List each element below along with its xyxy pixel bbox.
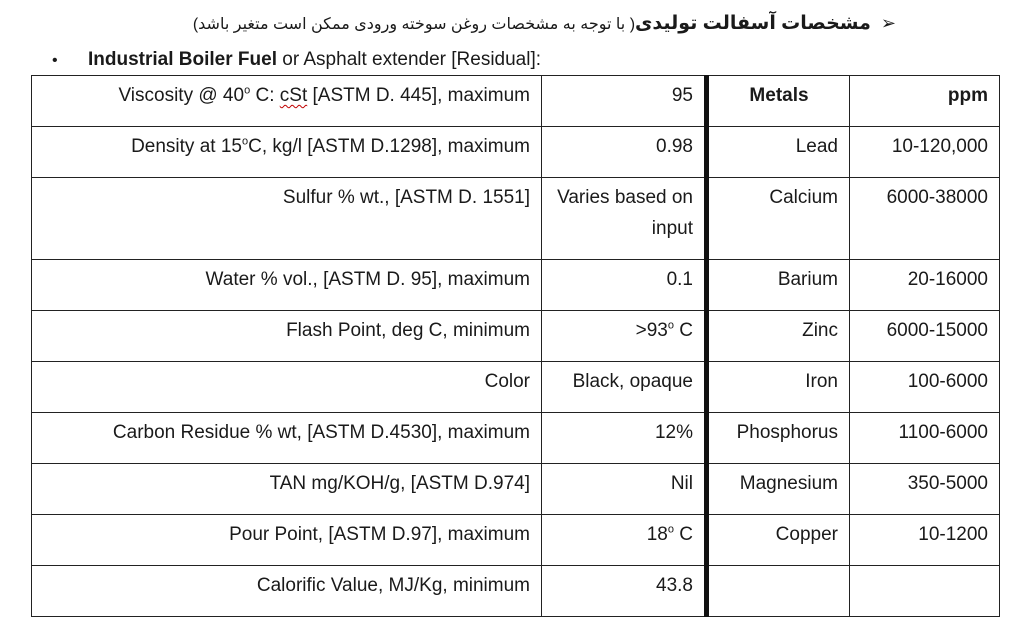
value-cell: 12% bbox=[542, 413, 707, 464]
ppm-cell: 20-16000 bbox=[850, 260, 1000, 311]
heading-subtitle: ( با توجه به مشخصات روغن سوخته ورودی ممکن است متغیر باشد) bbox=[192, 16, 636, 33]
ppm-cell: 10-1200 bbox=[850, 515, 1000, 566]
table-row bbox=[32, 127, 1000, 178]
property-cell: Water % vol., [ASTM D. 95], maximum bbox=[32, 260, 542, 311]
table-row bbox=[32, 76, 1000, 127]
metal-cell: Barium bbox=[707, 260, 850, 311]
metals-header: Metals bbox=[707, 76, 850, 127]
table-row bbox=[32, 311, 1000, 362]
table-row bbox=[32, 464, 1000, 515]
table-row bbox=[32, 178, 1000, 260]
bullet-line bbox=[52, 49, 541, 71]
table-row bbox=[32, 362, 1000, 413]
bullet-dot-icon: • bbox=[52, 52, 58, 69]
table-row bbox=[32, 515, 1000, 566]
table-row bbox=[32, 566, 1000, 617]
property-cell: Calorific Value, MJ/Kg, minimum bbox=[32, 566, 542, 617]
ppm-cell: 100-6000 bbox=[850, 362, 1000, 413]
property-cell: Flash Point, deg C, minimum bbox=[32, 311, 542, 362]
table-row bbox=[32, 260, 1000, 311]
ppm-cell: 10-120,000 bbox=[850, 127, 1000, 178]
metal-cell: Phosphorus bbox=[707, 413, 850, 464]
metal-cell: Calcium bbox=[707, 178, 850, 260]
value-cell: $>93^o$ C bbox=[542, 311, 707, 362]
ppm-cell: 6000-15000 bbox=[850, 311, 1000, 362]
table-row bbox=[32, 413, 1000, 464]
value-cell: Nil bbox=[542, 464, 707, 515]
metal-cell: Copper bbox=[707, 515, 850, 566]
ppm-header: ppm bbox=[850, 76, 1000, 127]
value-cell: 43.8 bbox=[542, 566, 707, 617]
property-cell: Carbon Residue % wt, [ASTM D.4530], maximum bbox=[32, 413, 542, 464]
ppm-cell: 350-5000 bbox=[850, 464, 1000, 515]
ppm-cell: 6000-38000 bbox=[850, 178, 1000, 260]
metal-cell bbox=[707, 566, 850, 617]
bullet-bold-text: Industrial Boiler Fuel bbox=[88, 49, 277, 70]
value-cell: 0.1 bbox=[542, 260, 707, 311]
heading-title: مشخصات آسفالت تولیدی bbox=[635, 13, 871, 34]
property-cell: Color bbox=[32, 362, 542, 413]
property-cell: Sulfur % wt., [ASTM D. 1551] bbox=[32, 178, 542, 260]
property-cell: Viscosity @ 40$^o$ C: cSt [ASTM D. 445], maximum bbox=[32, 76, 542, 127]
value-cell: 0.98 bbox=[542, 127, 707, 178]
value-cell: Varies based on input bbox=[542, 178, 707, 260]
spellcheck-squiggle-text: cSt bbox=[279, 85, 308, 106]
value-cell: 18$^o$ C bbox=[542, 515, 707, 566]
bullet-rest-text: or Asphalt extender [Residual]: bbox=[276, 49, 542, 70]
metal-cell: Magnesium bbox=[707, 464, 850, 515]
arrow-bullet-icon: ➢ bbox=[880, 13, 896, 33]
metal-cell: Zinc bbox=[707, 311, 850, 362]
specifications-table bbox=[31, 75, 1000, 617]
ppm-cell: 1100-6000 bbox=[850, 413, 1000, 464]
property-cell: Density at 15$^o$C, kg/l [ASTM D.1298], maximum bbox=[32, 127, 542, 178]
section-heading bbox=[193, 12, 896, 35]
metal-cell: Iron bbox=[707, 362, 850, 413]
value-cell: 95 bbox=[542, 76, 707, 127]
value-cell: Black, opaque bbox=[542, 362, 707, 413]
metal-cell: Lead bbox=[707, 127, 850, 178]
ppm-cell bbox=[850, 566, 1000, 617]
property-cell: Pour Point, [ASTM D.97], maximum bbox=[32, 515, 542, 566]
property-cell: TAN mg/KOH/g, [ASTM D.974] bbox=[32, 464, 542, 515]
